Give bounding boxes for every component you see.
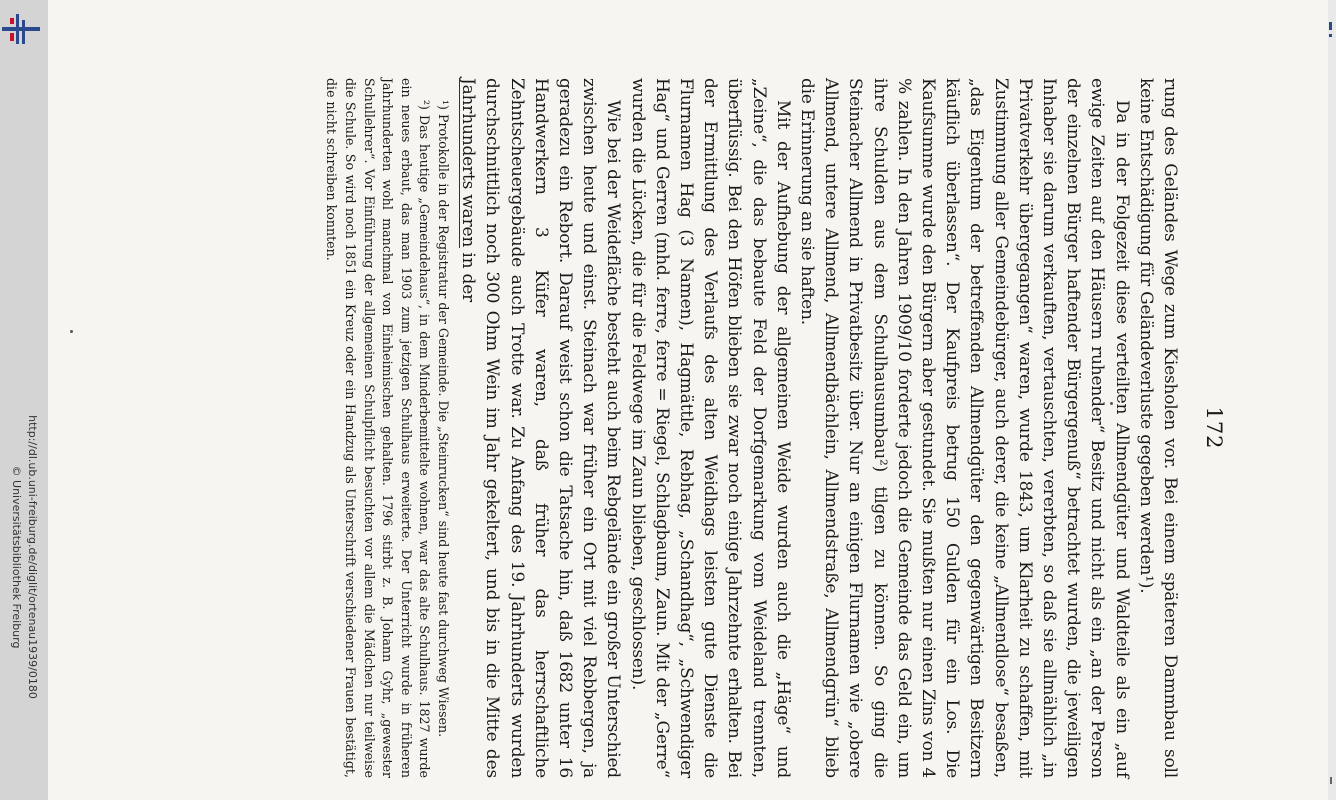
page-number: 172 — [1202, 406, 1226, 450]
university-library-logo-icon — [2, 14, 42, 48]
page-edge — [1328, 0, 1336, 800]
paragraph: Da in der Folgezeit diese verteilten Allmendgüter und Waldteile als ein „auf ewige Zeiten auf den Häusern ruhender“ Besitz und nicht als ein „an der Person der einzelnen Bürger haftender Bürgergenuß“ betrachtet wurden, die jeweiligen Inhaber sie darum verkauften, vertauschten, vererbten, so daß sie allmählich „in Privatverkehr übergegangen“ waren, wurde 1843, um Klarheit zu schaffen, mit Zustimmung aller Gemeindebürger, auch derer, die keine „Allmendlose“ besaßen, „das Eigentum der betreffenden Allmendgüter den gegenwärtigen Besitzern käuflich überlassen“. Der Kaufpreis betrug 150 Gulden für ein Los. Die Kaufsumme wurde den Bürgern aber gestundet. Sie mußten nur einen Zins von 4 % zahlen. In den Jahren 1909/10 forderte jedoch die Gemeinde das Geld ein, um ihre Schulden aus dem Schulhausumbau²) tilgen zu können. So ging die Steinacher Allmend in Privatbesitz über. Nur an einigen Flurnamen wie „obere Allmend, untere Allmend, Allmendbächlein, Allmendstraße, Allmendgrün“ blieb die Erinnerung an sie haften. — [796, 78, 1132, 778]
scan-speck — [70, 330, 73, 333]
main-text — [456, 78, 1182, 778]
edge-marker — [1329, 34, 1332, 37]
source-info — [0, 322, 48, 792]
copyright-notice: © Universitätsbibliothek Freiburg — [10, 465, 23, 649]
rotated-page-content — [132, 78, 1232, 798]
footnote: ²) Das heutige „Gemeindehaus“, in dem Minderbemittelte wohnen, war das alte Schulhaus. 1827 wurde ein neues erbaut, das man 1903 zum jetzigen Schulhaus erweiterte. Der Unterricht wurde in früheren Jahrhunderten wohl manchmal von Einheimischen gehalten. 1796 stirbt z. B. Johann Gyhr, „gewester Schullehrer“. Vor Einführung der allgemeinen Schulpflicht besuchten vor allem die Mädchen nur teilweise die Schule. So wird noch 1851 ein Kreuz oder ein Handzug als Unterschrift verschiedener Frauen bestätigt, die nicht schreiben konnten. — [324, 78, 433, 778]
paragraph: rung des Geländes Wege zum Kiesholen vor. Bei einem späteren Dammbau soll keine Entschädigung für Geländeverluste gegeben werden¹). — [1135, 78, 1180, 778]
paragraph: Mit der Aufhebung der allgemeinen Weide wurden auch die „Häge“ und „Zeine“, die das bebaute Feld der Dorfgemarkung vom Weideland trennten, überflüssig. Bei den Höfen blieben sie zwar noch einige Jahrzehnte erhalten. Bei der Ermittlung des Verlaufs des alten Weidhags leisten gute Dienste die Flurnamen Hag (3 Namen), Hagmättle, Rebhag, „Schandhag“, „Schwendiger Hag“ und Gerren (mhd. ferre, ferre = Riegel, Schlagbaum, Zaun. Mit der „Gerre“ wurden die Lücken, die für die Feldwege im Zaun blieben, geschlossen). — [627, 78, 793, 778]
paragraph: Wie bei der Weidefläche besteht auch beim Rebgelände ein großer Unterschied zwischen heute und einst. Steinach war früher ein Ort mit viel Rebbergen, ja geradezu ein Rebort. Darauf weist schon die Tatsache hin, daß 1682 unter 16 Handwerkern 3 Küfer waren, daß früher das herrschaftliche Zehntscheuergebäude auch Trotte war. Zu Anfang des 19. Jahrhunderts wurden durchschnittlich noch 300 Ohm Wein im Jahr gekeltert, und bis in die Mitte des Jahrhunderts waren in der — [458, 78, 624, 778]
edge-marker — [1329, 22, 1332, 30]
footnote-divider — [459, 78, 460, 248]
source-url[interactable]: http://dl.ub.uni-freiburg.de/diglit/ortenau1939/0180 — [26, 415, 39, 699]
footnote: ¹) Protokolle in der Registratur der Gemeinde. Die „Steinrucken“ sind heute fast durchweg Wiesen. — [436, 100, 451, 738]
footnotes — [322, 78, 452, 778]
viewer-sidebar — [0, 0, 48, 800]
edge-marker — [1330, 777, 1332, 784]
